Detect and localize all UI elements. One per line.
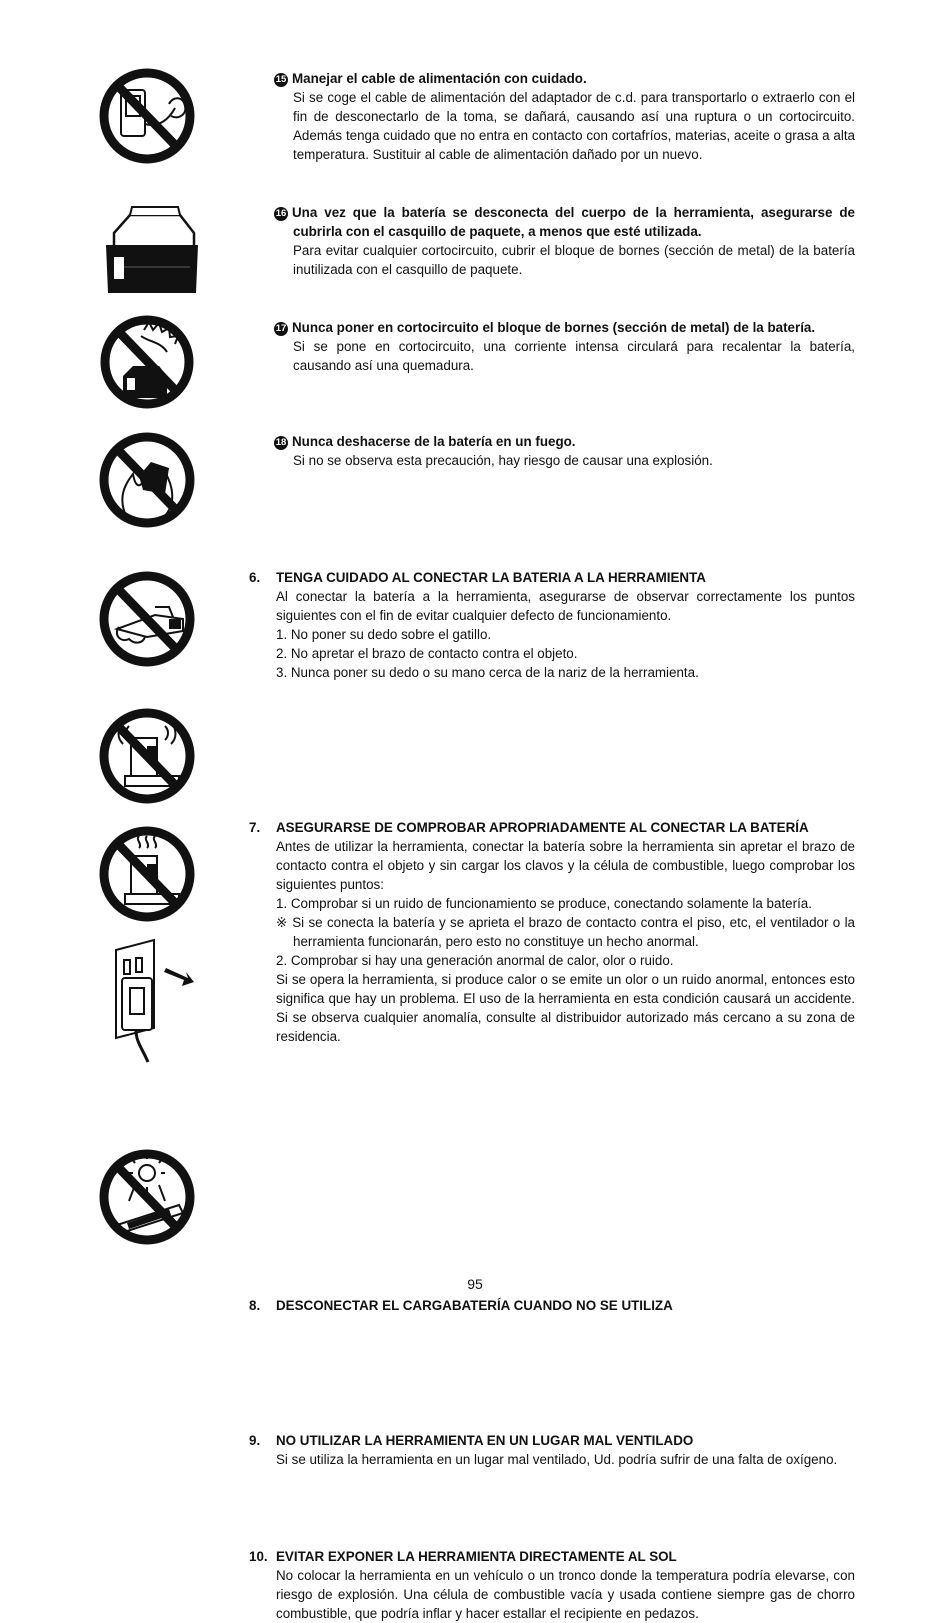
item-17-body: Si se pone en cortocircuito, una corriente intensa circulará para recalentar la batería, causando así una quemadura.	[293, 339, 855, 373]
no-heat-icon	[99, 822, 195, 926]
section-6-title: TENGA CUIDADO AL CONECTAR LA BATERIA A LA HERRAMIENTA	[276, 570, 706, 585]
section-6	[249, 568, 855, 682]
section-9	[249, 1431, 855, 1469]
item-16-body: Para evitar cualquier cortocircuito, cubrir el bloque de bornes (sección de metal) de la batería inutilizada con el casquillo de paquete.	[293, 243, 855, 277]
section-7	[249, 818, 855, 1046]
section-10-body: No colocar la herramienta en un vehículo o un tronco donde la temperatura podría elevarse, con riesgo de explosión. Una célula de combustible vacía y usada contiene siempre gas de chorro combustible, que podría inflar y hacer estallar el recipiente en pedazos.	[276, 1568, 855, 1621]
item-18-marker: 18	[275, 437, 287, 448]
section-7-intro: Antes de utilizar la herramienta, conectar la batería sobre la herramienta sin apretar el brazo de contacto contra el objeto y sin cargar los clavos y la célula de combustible, luego comprobar los siguientes puntos:	[276, 839, 855, 892]
item-18-body: Si no se observa esta precaución, hay riesgo de causar una explosión.	[293, 453, 713, 468]
item-17-title: Nunca poner en cortocircuito el bloque de bornes (sección de metal) de la batería.	[292, 320, 816, 335]
item-16	[275, 203, 855, 279]
section-10-number: 10.	[249, 1549, 268, 1564]
item-16-title: Una vez que la batería se desconecta del cuerpo de la herramienta, asegurarse de cubrirla con el casquillo de paquete, a menos que esté utilizada.	[292, 205, 855, 239]
no-fire-disposal-icon	[99, 428, 195, 532]
section-7-title: ASEGURARSE DE COMPROBAR APROPRIADAMENTE AL CONECTAR LA BATERÍA	[276, 820, 809, 835]
section-6-number: 6.	[249, 570, 261, 585]
section-10-title: EVITAR EXPONER LA HERRAMIENTA DIRECTAMENTE AL SOL	[276, 1549, 677, 1564]
section-8-title: DESCONECTAR EL CARGABATERÍA CUANDO NO SE UTILIZA	[276, 1298, 673, 1313]
battery-with-cap-icon	[100, 193, 204, 303]
section-6-list-item: 2. No apretar el brazo de contacto contra el objeto.	[276, 646, 578, 661]
section-7-point-2: 2. Comprobar si hay una generación anormal de calor, olor o ruido.	[276, 953, 674, 968]
section-6-list-item: 1. No poner su dedo sobre el gatillo.	[276, 627, 492, 642]
item-18	[275, 432, 855, 470]
page-number: 95	[467, 1276, 483, 1292]
section-9-body: Si se utiliza la herramienta en un lugar mal ventilado, Ud. podría sufrir de una falta de oxígeno.	[276, 1452, 838, 1467]
section-8	[249, 1296, 855, 1315]
item-15-marker: 15	[275, 74, 287, 85]
section-6-intro: Al conectar la batería a la herramienta, asegurarse de observar correctamente los puntos siguientes con el fin de evitar cualquier defecto de funcionamiento.	[276, 589, 855, 623]
item-18-title: Nunca deshacerse de la batería en un fuego.	[292, 434, 576, 449]
section-6-list-item: 3. Nunca poner su dedo o su mano cerca de la nariz de la herramienta.	[276, 665, 699, 680]
no-noise-check-icon	[99, 704, 195, 808]
no-sun-exposure-icon	[99, 1145, 195, 1249]
item-17-marker: 17	[275, 323, 287, 334]
item-16-marker: 16	[275, 208, 287, 219]
item-15-title: Manejar el cable de alimentación con cuidado.	[292, 71, 587, 86]
no-short-circuit-icon	[99, 312, 195, 412]
section-9-title: NO UTILIZAR LA HERRAMIENTA EN UN LUGAR MAL VENTILADO	[276, 1433, 694, 1448]
section-7-point-1: 1. Comprobar si un ruido de funcionamiento se produce, conectando solamente la batería.	[276, 896, 812, 911]
unplug-charger-icon	[108, 938, 200, 1070]
item-15-body: Si se coge el cable de alimentación del adaptador de c.d. para transportarlo o extraerlo con el fin de desconectarlo de la toma, se dañará, causando así una ruptura o un cortocircuito. Además tenga cuidado que no entra en contacto con cortafríos, materias, aceite o grasa a alta temperatura. Sustituir al cable de alimentación dañado por un nuevo.	[293, 90, 855, 162]
section-7-number: 7.	[249, 820, 261, 835]
section-7-note: ※ Si se conecta la batería y se aprieta el brazo de contacto contra el piso, etc, el ventilador o la herramienta funcionarán, pero esto no constituye un hecho anormal.	[276, 915, 855, 949]
item-17	[275, 318, 855, 375]
no-pulling-cord-icon	[99, 64, 195, 168]
section-10	[249, 1547, 855, 1623]
no-finger-on-trigger-icon	[99, 567, 195, 671]
section-9-number: 9.	[249, 1433, 261, 1448]
section-8-number: 8.	[249, 1298, 261, 1313]
item-15	[275, 69, 855, 164]
section-7-closing: Si se opera la herramienta, si produce calor o se emite un olor o un ruido anormal, entonces esto significa que hay un problema. El uso de la herramienta en esta condición causará un accidente. Si se observa cualquier anomalía, consulte al distribuidor autorizado más cercano a su zona de residencia.	[276, 972, 855, 1044]
